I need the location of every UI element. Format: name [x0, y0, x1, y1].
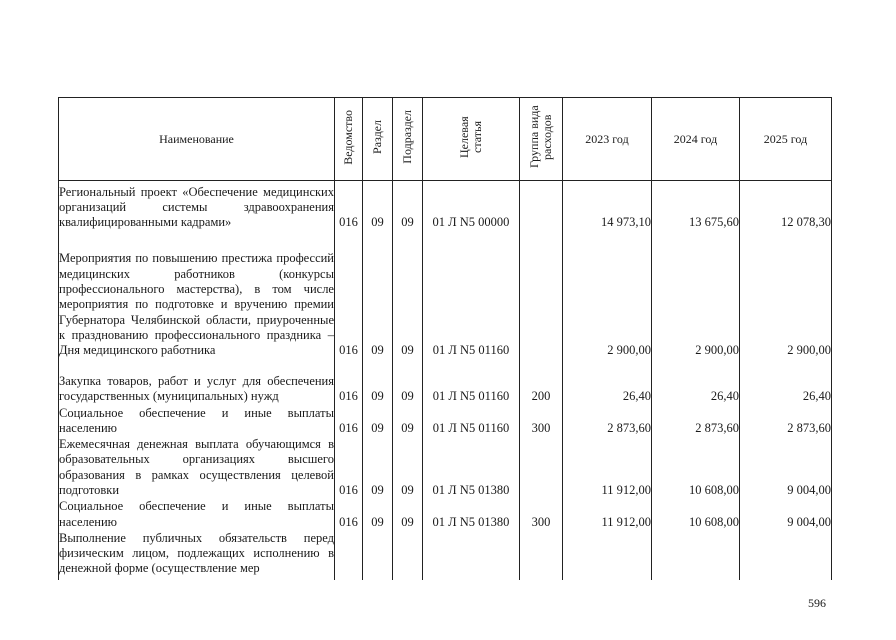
- row-gruppa: [520, 531, 563, 580]
- row-podrazdel: 09: [393, 406, 423, 438]
- row-2023: 26,40: [563, 360, 652, 406]
- row-2024: 2 900,00: [652, 232, 740, 360]
- row-2025: [740, 531, 832, 580]
- row-2023: 2 873,60: [563, 406, 652, 438]
- header-vedomstvo: Ведомство: [335, 98, 363, 181]
- row-celevaya: 01 Л N5 01160: [423, 360, 520, 406]
- header-row: [59, 98, 832, 181]
- row-podrazdel: 09: [393, 499, 423, 531]
- row-gruppa: 300: [520, 406, 563, 438]
- header-2024: 2024 год: [652, 98, 740, 181]
- row-name: Закупка товаров, работ и услуг для обеспечения государственных (муниципальных) нужд: [59, 360, 335, 406]
- row-podrazdel: 09: [393, 181, 423, 232]
- row-name: Выполнение публичных обязательств перед физическим лицом, подлежащих исполнению в денежной форме (осуществление мер: [59, 531, 335, 580]
- row-name: Ежемесячная денежная выплата обучающимся в образовательных организациях высшего образования в рамках осуществления целевой подготовки: [59, 437, 335, 499]
- header-2025: 2025 год: [740, 98, 832, 181]
- row-2024: 10 608,00: [652, 437, 740, 499]
- row-2023: [563, 531, 652, 580]
- row-gruppa: [520, 181, 563, 232]
- row-razdel: 09: [363, 406, 393, 438]
- row-2025: 9 004,00: [740, 437, 832, 499]
- row-2023: 14 973,10: [563, 181, 652, 232]
- header-celevaya: Целевая статья: [423, 98, 520, 181]
- row-2024: 13 675,60: [652, 181, 740, 232]
- table-row: [59, 406, 832, 438]
- row-celevaya: 01 Л N5 01380: [423, 437, 520, 499]
- row-2024: 10 608,00: [652, 499, 740, 531]
- row-2023: 11 912,00: [563, 499, 652, 531]
- row-2025: 2 873,60: [740, 406, 832, 438]
- row-podrazdel: 09: [393, 360, 423, 406]
- row-celevaya: [423, 531, 520, 580]
- header-gruppa: Группа вида расходов: [520, 98, 563, 181]
- row-vedomstvo: 016: [335, 499, 363, 531]
- row-vedomstvo: 016: [335, 360, 363, 406]
- row-podrazdel: 09: [393, 232, 423, 360]
- row-podrazdel: 09: [393, 437, 423, 499]
- row-2023: 11 912,00: [563, 437, 652, 499]
- row-podrazdel: [393, 531, 423, 580]
- budget-table: [58, 97, 832, 580]
- row-vedomstvo: [335, 531, 363, 580]
- row-2024: [652, 531, 740, 580]
- row-razdel: 09: [363, 499, 393, 531]
- row-vedomstvo: 016: [335, 232, 363, 360]
- row-gruppa: [520, 437, 563, 499]
- table-row: [59, 181, 832, 232]
- header-razdel: Раздел: [363, 98, 393, 181]
- row-celevaya: 01 Л N5 01160: [423, 406, 520, 438]
- row-celevaya: 01 Л N5 01380: [423, 499, 520, 531]
- row-gruppa: [520, 232, 563, 360]
- row-2025: 12 078,30: [740, 181, 832, 232]
- header-name: Наименование: [59, 98, 335, 181]
- row-celevaya: 01 Л N5 01160: [423, 232, 520, 360]
- row-razdel: 09: [363, 232, 393, 360]
- row-razdel: [363, 531, 393, 580]
- table-row: [59, 232, 832, 360]
- page-number: 596: [808, 596, 826, 610]
- row-gruppa: 200: [520, 360, 563, 406]
- row-gruppa: 300: [520, 499, 563, 531]
- row-vedomstvo: 016: [335, 406, 363, 438]
- header-2023: 2023 год: [563, 98, 652, 181]
- row-2025: 26,40: [740, 360, 832, 406]
- row-name: Региональный проект «Обеспечение медицинских организаций системы здравоохранения квалифицированными кадрами»: [59, 181, 335, 232]
- row-2024: 2 873,60: [652, 406, 740, 438]
- table-row: [59, 531, 832, 580]
- table-row: [59, 360, 832, 406]
- row-2024: 26,40: [652, 360, 740, 406]
- header-podrazdel: Подраздел: [393, 98, 423, 181]
- row-name: Мероприятия по повышению престижа профессий медицинских работников (конкурсы профессионального мастерства), в том числе мероприятия по подготовке и вручению премии Губернатора Челябинской области, приуроченные к празднованию профессионального праздника – Дня медицинского работника: [59, 232, 335, 360]
- row-razdel: 09: [363, 181, 393, 232]
- row-2025: 2 900,00: [740, 232, 832, 360]
- row-vedomstvo: 016: [335, 181, 363, 232]
- row-razdel: 09: [363, 437, 393, 499]
- row-razdel: 09: [363, 360, 393, 406]
- row-2023: 2 900,00: [563, 232, 652, 360]
- table-row: [59, 499, 832, 531]
- table-row: [59, 437, 832, 499]
- row-name: Социальное обеспечение и иные выплаты населению: [59, 499, 335, 531]
- row-celevaya: 01 Л N5 00000: [423, 181, 520, 232]
- row-name: Социальное обеспечение и иные выплаты населению: [59, 406, 335, 438]
- row-2025: 9 004,00: [740, 499, 832, 531]
- row-vedomstvo: 016: [335, 437, 363, 499]
